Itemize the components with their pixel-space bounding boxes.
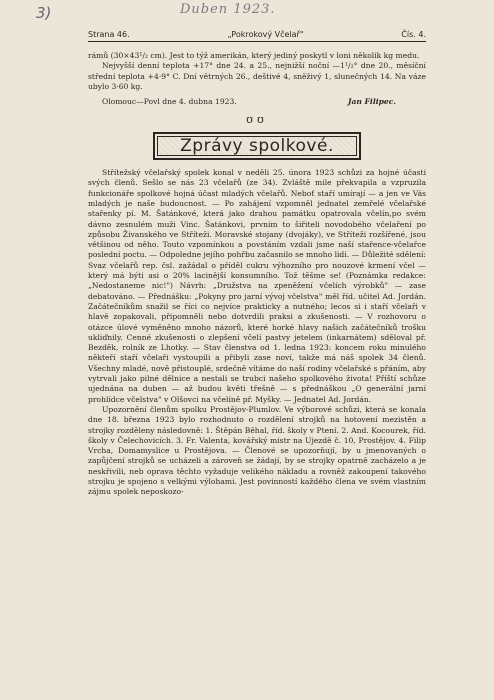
running-header <box>88 30 426 42</box>
signature-line <box>88 97 426 107</box>
author-signature: Jan Filipec. <box>347 97 396 107</box>
intro-paragraph-2: Nejvyšší denní teplota +17° dne 24. a 25., nejnižší noční —1¹/₂° dne 20., měsíční střední teplota +4·9° C. Dní větrných 26., deštivé 4, sněživý 1, slunečných 14. Na váze ubylo 3·60 kg. <box>88 61 426 91</box>
ornament-icon: ʊʊ <box>246 113 268 127</box>
report-paragraph-2: Upozornění členům spolku Prostějov-Plumlov. Ve výborové schůzi, která se konala dne 18. března 1923 bylo rozhodnuto o rozdělení strojků na hotovení mezistěn a strojky rozděleny následovně: 1. Štěpán Běhal, říd. školy v Ptení. 2. And. Kocourek, říd. školy v Čelechovicích. 3. Fr. Valenta, kovářský mistr na Ujezdě č. 10, Prostějov. 4. Filip Vrcha, Domamyslice u Prostějova. — Členové se upozorňují, by u jmenovaných o zapůjčení strojků se ucházeli a zároveň se žádají, by se strojky opatrně zacházelo a je neskřivili, neb oprava těchto vyžaduje velikého nákladu a rovněž zakoupení takového strojku je spojeno s velkými výlohami. Jest povinností každého člena ve svém vlastním zájmu spolek neposkozo- <box>88 404 426 497</box>
section-heading-frame <box>88 132 426 160</box>
page-number: Strana 46. <box>88 30 130 39</box>
article-body <box>88 51 426 498</box>
handwritten-date-stamp: Duben 1923. <box>180 2 276 17</box>
section-title: Zprávy spolkové. <box>157 136 357 156</box>
report-paragraph-1: Střítežský včelařský spolek konal v neděli 25. února 1923 schůzi za hojné účasti svých členů. Sešlo se nás 23 včelařů (ze 34). Zvláště mile překvapila a vzpruzila funkcionáře spolkové hojná účast mladých včelařů. Neboť staří umírají — a jen ve Vás mladých je naše budoucnost. — Po zahájení vzpomněl jednatel zemřelé včelařské stařenky pí. M. Šatánkové, která jako drahou památku opatrovala včelín,po svém dávno zesnulém muži Vinc. Šatánkovi, prvním to šiřiteli novodobého včelaření po způsobu Živanského ve Stříteži. Moravské stojany (dvojáky), ve Stříteži rozšířené, jsou většinou od něho. Touto vzpomínkou a povstáním vzdali jsme naší stařence-včelařce poslední poctu. — Odpoledne jejího pohřbu začasnilo se mnoho lidí. — Důležité sdělení: Svaz včelařů rep. čsl. zažádal o příděl cukru výhozního pro nouzové krmení včel — který má býti asi o 20% lacinější konsumního. Tož těšme se! (Poznámka redakce: „Nedostaneme nic!") Návrh: „Družstva na zpeněžení včelích výrobků" — zase debatováno. — Přednášku: „Pokyny pro jarní vývoj včelstva" měl říd. učitel Ad. Jordán. Začátečníkům snažil se říci co nejvíce prakticky a nutného; lecos si i staří včelaři v hlavě zopakovali, připomněli nebo dotvrdili praksi a zkušenosti. — V rozhovoru o otázce úlové vyměněno mnoho názorů, které horké hlavy našich začátečníků trošku ukliďnily. Cenné zkušenosti o zlepšení včelí pastvy jetelem (inkarnátem) sděloval př. Bezděk, rolník ze Lhotky. — Stav členstva od 1. ledna 1923: koncem roku minulého někteří staří včelaři vystoupili a přibyli zase noví, takže má náš spolek 34 členů. Všechny mladé, nově přistouplé, srdečně vítáme do naší rodiny včelařské s přáním, aby vytrvali jako pilné dělnice a nestali se trubci našeho spolkového života! Příští schůze ujednána na duben — až budou květi třešně — s přednáškou „O generální jarní prohlídce včelstva" v Olšovci na včelíně př. Myšky. — Jednatel Ad. Jordán. <box>88 168 426 404</box>
intro-paragraph-1: rámů (30×43¹/₂ cm). Jest to týž amerikán, který jediný poskytl v loni několik kg medu. <box>88 51 420 60</box>
issue-number: Čís. 4. <box>401 30 426 39</box>
handwritten-margin-note: 3) <box>36 4 52 22</box>
journal-title: „Pokrokový Včelař" <box>227 30 304 39</box>
place-date: Olomouc—Povl dne 4. dubna 1923. <box>102 97 237 107</box>
